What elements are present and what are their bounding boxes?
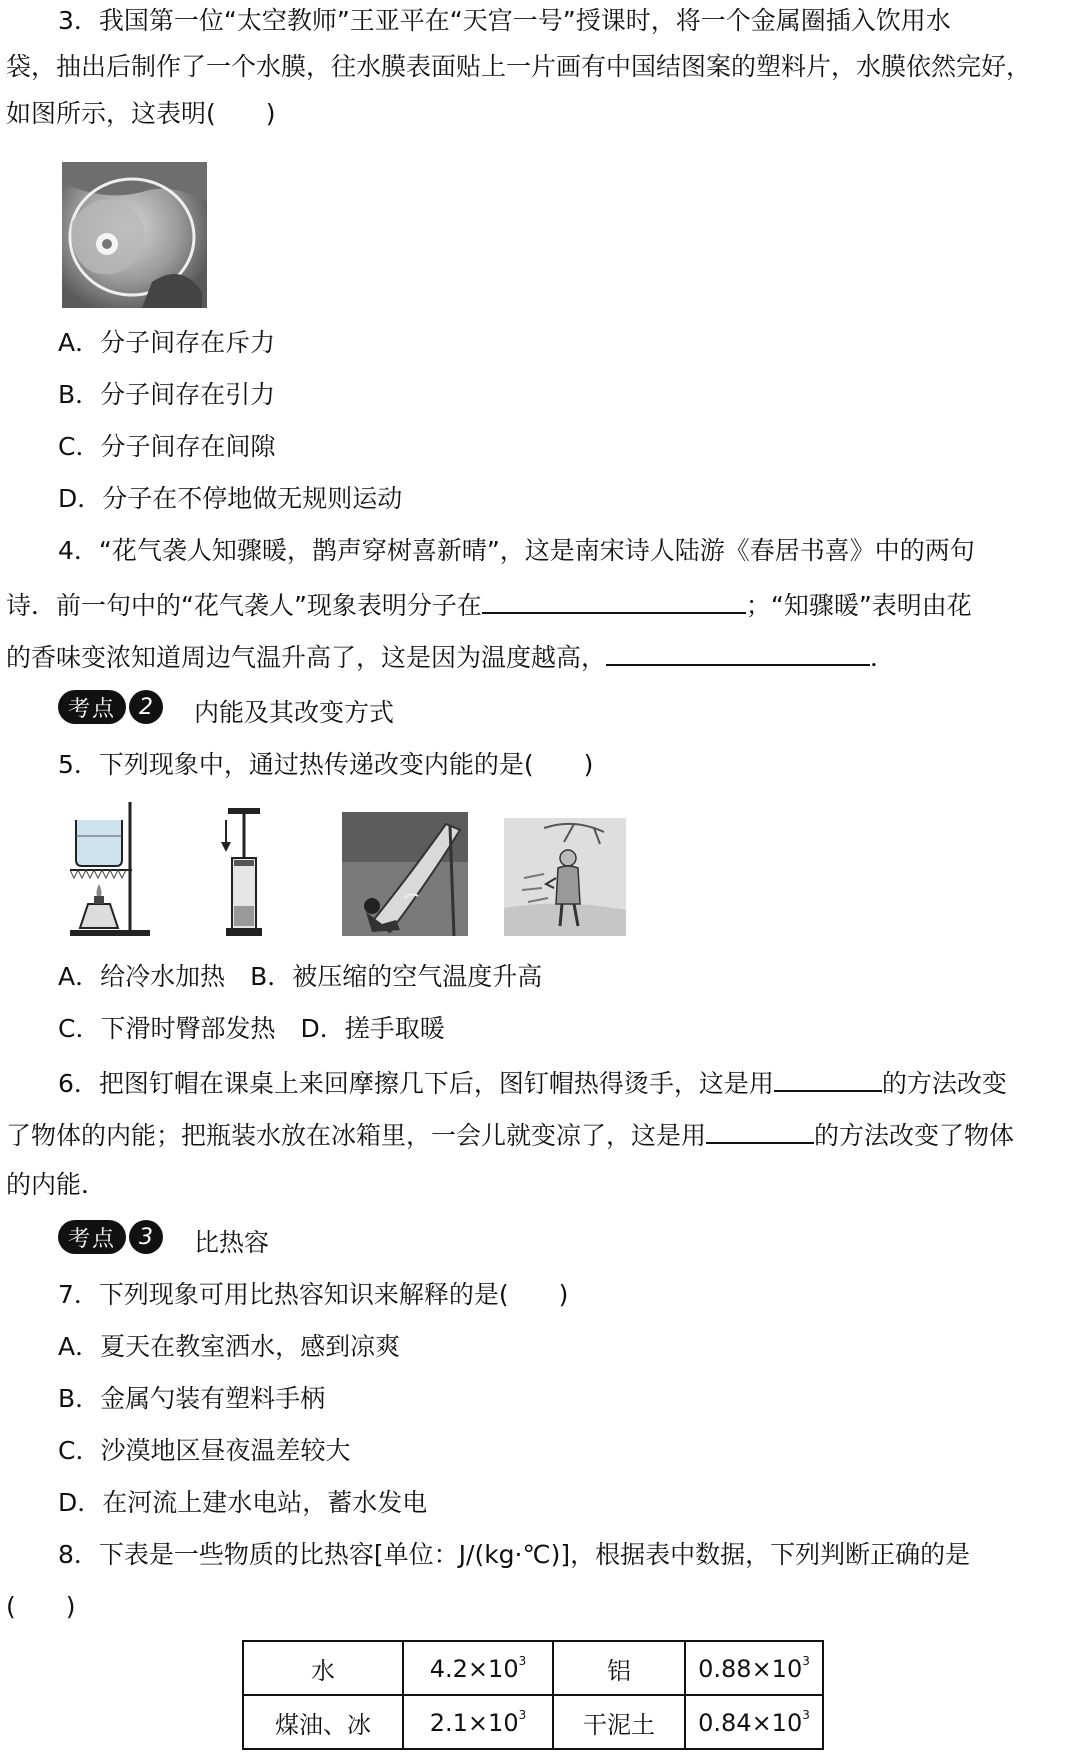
value-exponent: 3 xyxy=(802,1653,810,1668)
q6-stem-line3: 的内能． xyxy=(6,1170,107,1199)
q6-line1-text-b: 的方法改变 xyxy=(881,1069,1007,1098)
q3-stem-line1: 3．我国第一位“太空教师”王亚平在“天宫一号”授课时，将一个金属圈插入饮用水 xyxy=(58,6,951,35)
value-exponent: 3 xyxy=(518,1653,527,1668)
q7-option-d: D．在河流上建水电站，蓄水发电 xyxy=(58,1488,428,1517)
q6-line1-text-a: 6．把图钉帽在课桌上来回摩擦几下后，图钉帽热得烫手，这是用 xyxy=(58,1069,774,1098)
q3-option-b: B．分子间存在引力 xyxy=(58,380,276,409)
q4-stem-line2 xyxy=(6,586,972,623)
section-title-2: 内能及其改变方式 xyxy=(194,698,395,727)
q4-line3-text-a: 的香味变浓知道周边气温升高了，这是因为温度越高， xyxy=(6,643,607,672)
q8-stem-line2: ( ) xyxy=(6,1592,76,1621)
value-mantissa: 2.1×10 xyxy=(429,1708,519,1737)
q4-blank-2[interactable] xyxy=(606,638,870,666)
q5-stem: 5．下列现象中，通过热传递改变内能的是( ) xyxy=(58,750,594,779)
q7-option-a: A．夏天在教室洒水，感到凉爽 xyxy=(58,1332,401,1361)
table-cell: 水 xyxy=(243,1641,403,1695)
q6-line2-text-b: 的方法改变了物体 xyxy=(814,1121,1015,1150)
slide-figure xyxy=(342,812,468,936)
hand-rubbing-figure xyxy=(504,818,626,936)
q5-options-ab: A．给冷水加热 B．被压缩的空气温度升高 xyxy=(58,962,543,991)
section-badge-3 xyxy=(58,1220,163,1254)
kaodian-number: 3 xyxy=(129,1220,163,1254)
section-title-3: 比热容 xyxy=(194,1228,270,1257)
water-film-photo xyxy=(62,162,207,308)
q3-stem-line3: 如图所示，这表明( ) xyxy=(6,99,276,128)
q6-stem-line1 xyxy=(58,1064,1007,1101)
q4-blank-1[interactable] xyxy=(482,586,746,614)
air-compression-figure xyxy=(218,806,270,938)
q5-options-cd: C．下滑时臀部发热 D．搓手取暖 xyxy=(58,1014,445,1043)
q4-stem-line1: 4．“花气袭人知骤暖，鹊声穿树喜新晴”，这是南宋诗人陆游《春居书喜》中的两句 xyxy=(58,536,975,565)
q7-option-b: B．金属勺装有塑料手柄 xyxy=(58,1384,326,1413)
value-exponent: 3 xyxy=(518,1707,527,1722)
value-exponent: 3 xyxy=(802,1707,810,1722)
beaker-burner-figure xyxy=(66,800,150,938)
q4-stem-line3 xyxy=(6,638,895,675)
q6-line2-text-a: 了物体的内能；把瓶装水放在冰箱里，一会儿就变凉了，这是用 xyxy=(6,1121,707,1150)
q4-line3-text-b: ． xyxy=(870,643,896,672)
q6-stem-line2 xyxy=(6,1116,1014,1153)
q4-line2-text-b: ；“知骤暖”表明由花 xyxy=(745,591,972,620)
value-mantissa: 4.2×10 xyxy=(429,1654,519,1683)
q7-option-c: C．沙漠地区昼夜温差较大 xyxy=(58,1436,351,1465)
kaodian-number: 2 xyxy=(129,690,163,724)
q3-option-d: D．分子在不停地做无规则运动 xyxy=(58,484,403,513)
q4-line2-text-a: 诗．前一句中的“花气袭人”现象表明分子在 xyxy=(6,591,482,620)
q3-option-a: A．分子间存在斥力 xyxy=(58,328,276,357)
table-cell xyxy=(403,1695,553,1749)
q6-blank-1[interactable] xyxy=(774,1064,882,1092)
specific-heat-table xyxy=(242,1640,824,1750)
value-mantissa: 0.88×10 xyxy=(698,1654,803,1683)
value-mantissa: 0.84×10 xyxy=(698,1708,803,1737)
table-cell: 煤油、冰 xyxy=(243,1695,403,1749)
table-cell xyxy=(403,1641,553,1695)
kaodian-label: 考点 xyxy=(58,690,126,724)
q3-stem-line2: 袋，抽出后制作了一个水膜，往水膜表面贴上一片画有中国结图案的塑料片，水膜依然完好， xyxy=(6,52,1032,81)
kaodian-label: 考点 xyxy=(58,1220,126,1254)
section-badge-2 xyxy=(58,690,163,724)
table-cell xyxy=(685,1695,823,1749)
q7-stem: 7．下列现象可用比热容知识来解释的是( ) xyxy=(58,1280,569,1309)
table-cell: 铝 xyxy=(553,1641,685,1695)
table-row xyxy=(243,1641,823,1695)
table-cell xyxy=(685,1641,823,1695)
table-cell: 干泥土 xyxy=(553,1695,685,1749)
q8-stem-line1: 8．下表是一些物质的比热容[单位：J/(kg·℃)]，根据表中数据，下列判断正确的是 xyxy=(58,1540,971,1569)
q3-option-c: C．分子间存在间隙 xyxy=(58,432,276,461)
table-row xyxy=(243,1695,823,1749)
q6-blank-2[interactable] xyxy=(706,1116,814,1144)
